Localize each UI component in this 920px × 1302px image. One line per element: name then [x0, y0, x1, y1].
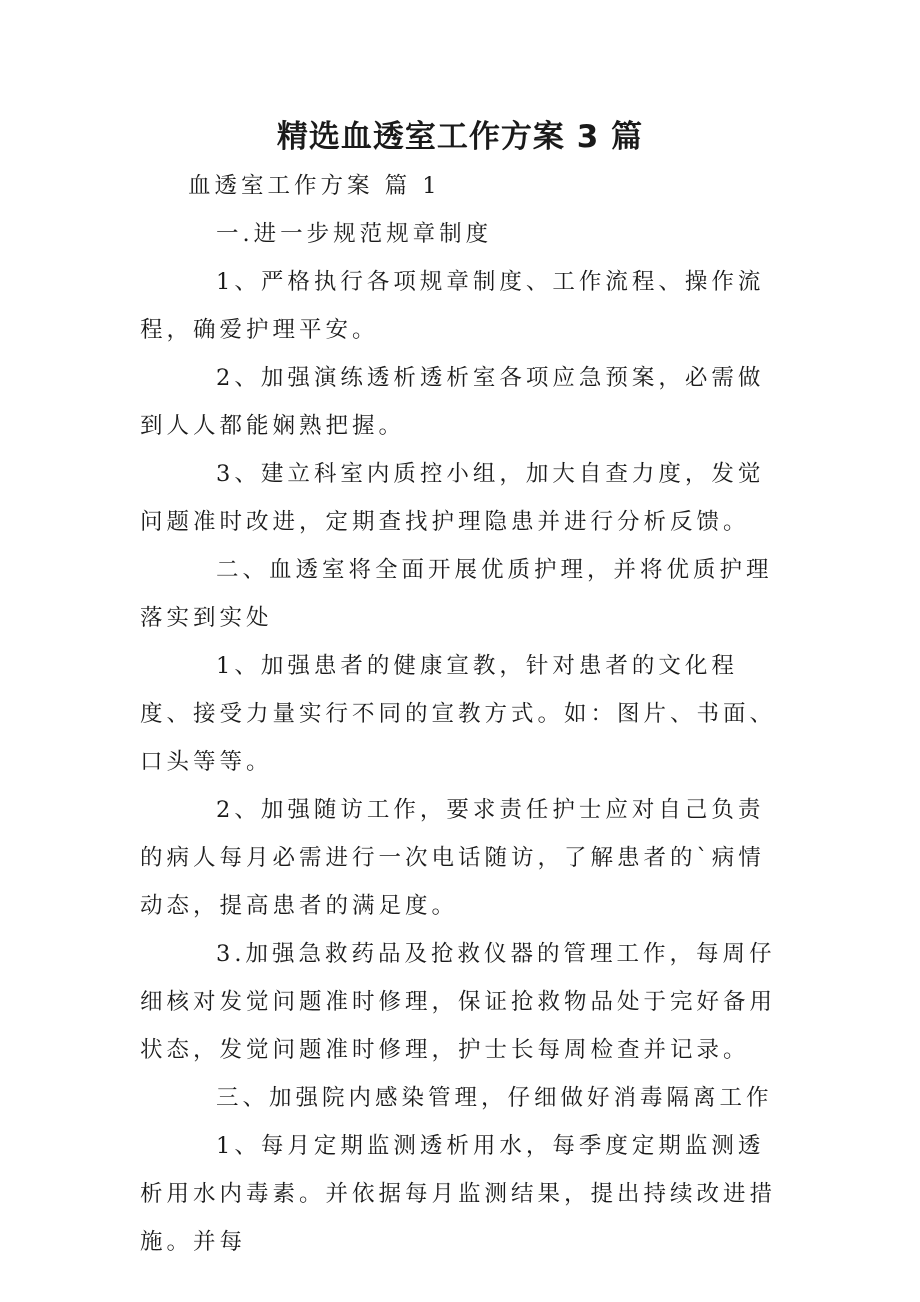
- document-title: 精选血透室工作方案 3 篇: [276, 119, 644, 155]
- paragraph-1: 一.进一步规范规章制度: [216, 221, 493, 247]
- paragraph-6: 1、加强患者的健康宣教，针对患者的文化程度、接受力量实行不同的宣教方式。如：图片、书面、口头等等。: [140, 653, 777, 775]
- paragraph-3: 2、加强演练透析透析室各项应急预案，必需做到人人都能娴熟把握。: [140, 365, 765, 439]
- section-heading: 血透室工作方案 篇 1: [188, 173, 441, 199]
- paragraph-4: 3、建立科室内质控小组，加大自查力度，发觉问题准时改进，定期查找护理隐患并进行分析反馈。: [140, 461, 765, 535]
- paragraph-7: 2、加强随访工作，要求责任护士应对自己负责的病人每月必需进行一次电话随访，了解患者的`病情动态，提高患者的满足度。: [140, 797, 765, 919]
- paragraph-10: 1、每月定期监测透析用水，每季度定期监测透析用水内毒素。并依据每月监测结果，提出持续改进措施。并每: [140, 1133, 777, 1255]
- document-body: [140, 162, 790, 1266]
- paragraph-8: 3.加强急救药品及抢救仪器的管理工作，每周仔细核对发觉问题准时修理，保证抢救物品处于完好备用状态，发觉问题准时修理，护士长每周检查并记录。: [140, 941, 777, 1063]
- paragraph-2: 1、严格执行各项规章制度、工作流程、操作流程，确爱护理平安。: [140, 269, 765, 343]
- paragraph-5: 二、血透室将全面开展优质护理，并将优质护理落实到实处: [140, 557, 773, 631]
- paragraph-9: 三、加强院内感染管理，仔细做好消毒隔离工作: [216, 1085, 773, 1111]
